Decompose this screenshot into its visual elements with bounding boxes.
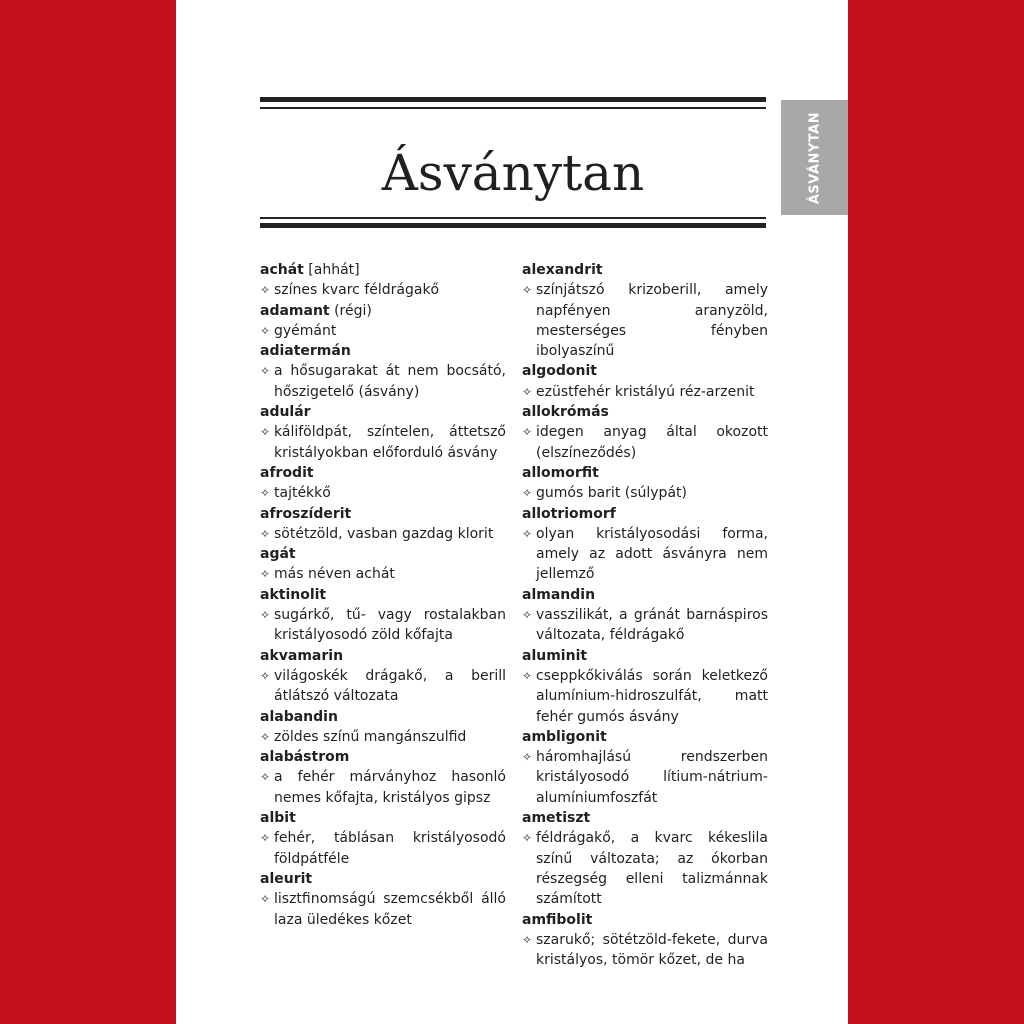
diamond-bullet-icon: ✧ <box>260 668 271 683</box>
definition <box>260 321 506 341</box>
headword: algodonit <box>522 363 597 380</box>
dictionary-entry <box>260 463 506 504</box>
bottom-rule-thin <box>260 217 766 219</box>
dictionary-entry <box>522 402 768 463</box>
headword: allokrómás <box>522 404 609 421</box>
entry-head <box>260 341 506 361</box>
section-thumb-tab[interactable] <box>781 100 848 215</box>
definition <box>522 422 768 463</box>
diamond-bullet-icon: ✧ <box>260 729 271 744</box>
dictionary-entry <box>260 585 506 646</box>
definition <box>522 930 768 971</box>
definition-text: a fehér márványhoz hasonló nemes kőfajta, kristályos gipsz <box>274 769 506 806</box>
diamond-bullet-icon: ✧ <box>260 608 271 623</box>
headword: afrodit <box>260 464 314 481</box>
dictionary-entry <box>260 260 506 301</box>
headword: ambligonit <box>522 728 607 745</box>
headword: achát <box>260 262 304 278</box>
diamond-bullet-icon: ✧ <box>260 486 271 501</box>
definition-text: szarukő; sötétzöld-fekete, durva kristályos, tömör kőzet, de ha <box>536 931 768 969</box>
definition-text: gyémánt <box>274 322 337 339</box>
top-rule-thin <box>260 107 766 109</box>
definition-text: vasszilikát, a gránát barnáspiros változata, féldrágakő <box>536 607 768 644</box>
dictionary-entry <box>522 808 768 909</box>
entry-head <box>522 808 768 828</box>
entry-head <box>260 504 506 524</box>
entry-head <box>260 544 506 564</box>
definition <box>260 727 506 747</box>
definition <box>260 280 506 300</box>
definition <box>260 422 506 463</box>
definition-text: olyan kristályosodási forma, amely az adott ásványra nem jellemző <box>536 525 768 583</box>
definition-text: cseppkőkiválás során keletkező alumínium-hidroszulfát, matt fehér gumós ásvány <box>536 667 768 725</box>
definition-text: világoskék drágakő, a berill átlátszó változata <box>274 667 506 705</box>
entry-head <box>260 585 506 605</box>
entry-head <box>522 585 768 605</box>
definition-text: lisztfinomságú szemcsékből álló laza üledékes kőzet <box>274 891 506 928</box>
right-column <box>522 260 768 970</box>
entry-head <box>260 808 506 828</box>
diamond-bullet-icon: ✧ <box>260 425 271 440</box>
definition-text: káliföldpát, színtelen, áttetsző kristályokban előforduló ásvány <box>274 424 506 461</box>
diamond-bullet-icon: ✧ <box>522 283 533 298</box>
definition <box>522 524 768 585</box>
entry-head <box>260 707 506 727</box>
definition <box>260 564 506 584</box>
definition-text: színes kvarc féldrágakő <box>274 282 440 299</box>
definition-text: színjátszó krizoberill, amely napfényen aranyzöld, mesterséges fényben ibolyaszínű <box>536 282 768 360</box>
definition <box>522 747 768 808</box>
definition <box>260 767 506 808</box>
diamond-bullet-icon: ✧ <box>522 750 533 765</box>
entry-head <box>522 361 768 381</box>
dictionary-entry <box>260 646 506 707</box>
headword: agát <box>260 546 296 563</box>
dictionary-entry <box>260 808 506 869</box>
headword: almandin <box>522 586 596 603</box>
diamond-bullet-icon: ✧ <box>260 831 271 846</box>
headword: amfibolit <box>522 911 593 928</box>
dictionary-entry <box>522 727 768 808</box>
left-column <box>260 260 506 930</box>
dictionary-page <box>176 0 848 1024</box>
entry-head <box>260 869 506 889</box>
diamond-bullet-icon: ✧ <box>522 425 533 440</box>
dictionary-entry <box>522 260 768 361</box>
dictionary-entry <box>522 585 768 646</box>
diamond-bullet-icon: ✧ <box>522 486 533 501</box>
headword: allotriomorf <box>522 505 616 522</box>
entry-head <box>522 646 768 666</box>
diamond-bullet-icon: ✧ <box>260 323 271 338</box>
headword: alabandin <box>260 708 338 725</box>
diamond-bullet-icon: ✧ <box>260 892 271 907</box>
definition <box>260 524 506 544</box>
entry-head <box>260 260 506 280</box>
diamond-bullet-icon: ✧ <box>260 567 271 582</box>
dictionary-entry <box>260 341 506 402</box>
definition-text: zöldes színű mangánszulfid <box>274 728 467 745</box>
definition-text: sugárkő, tű- vagy rostalakban kristályosodó zöld kőfajta <box>274 607 506 644</box>
headword-note: (régi) <box>329 302 372 319</box>
diamond-bullet-icon: ✧ <box>522 932 533 947</box>
headword: allomorfit <box>522 464 599 481</box>
entry-head <box>522 260 768 280</box>
diamond-bullet-icon: ✧ <box>522 384 533 399</box>
diamond-bullet-icon: ✧ <box>260 526 271 541</box>
definition <box>260 605 506 646</box>
definition-text: sötétzöld, vasban gazdag klorit <box>274 525 494 542</box>
bottom-rule-thick <box>260 223 766 228</box>
diamond-bullet-icon: ✧ <box>260 770 271 785</box>
headword: ametiszt <box>522 810 591 827</box>
headword: akvamarin <box>260 647 344 664</box>
definition-text: gumós barit (súlypát) <box>536 485 687 502</box>
definition-text: a hősugarakat át nem bocsátó, hőszigetelő (ásvány) <box>274 363 506 400</box>
entry-head <box>522 727 768 747</box>
definition <box>522 666 768 727</box>
definition <box>522 483 768 503</box>
diamond-bullet-icon: ✧ <box>260 283 271 298</box>
headword: aluminit <box>522 647 588 664</box>
definition <box>260 483 506 503</box>
headword-note: [ahhát] <box>303 262 360 278</box>
definition <box>522 382 768 402</box>
diamond-bullet-icon: ✧ <box>260 364 271 379</box>
definition <box>260 889 506 930</box>
dictionary-entry <box>260 402 506 463</box>
dictionary-entry <box>522 910 768 971</box>
dictionary-entry <box>260 747 506 808</box>
headword: afroszíderit <box>260 505 352 522</box>
dictionary-entry <box>522 504 768 585</box>
definition-text: más néven achát <box>274 566 395 583</box>
definition <box>522 828 768 909</box>
dictionary-entry <box>260 869 506 930</box>
section-tab-label: ÁSVÁNYTAN <box>807 111 822 204</box>
dictionary-entry <box>522 361 768 402</box>
headword: adamant <box>260 302 330 319</box>
dictionary-entry <box>260 544 506 585</box>
definition <box>260 361 506 402</box>
entry-head <box>260 402 506 422</box>
top-rule-thick <box>260 97 766 102</box>
entry-head <box>260 646 506 666</box>
diamond-bullet-icon: ✧ <box>522 668 533 683</box>
definition-text: fehér, táblásan kristályosodó földpátféle <box>274 830 506 867</box>
headword: adiatermán <box>260 343 351 360</box>
headword: adulár <box>260 404 311 421</box>
dictionary-entry <box>522 463 768 504</box>
entry-head <box>260 463 506 483</box>
headword: alexandrit <box>522 262 603 278</box>
diamond-bullet-icon: ✧ <box>522 608 533 623</box>
definition <box>260 828 506 869</box>
entry-head <box>522 910 768 930</box>
headword: aleurit <box>260 870 313 887</box>
definition <box>522 605 768 646</box>
definition <box>522 280 768 361</box>
dictionary-entry <box>260 504 506 545</box>
headword: alabástrom <box>260 749 350 766</box>
entry-head <box>260 747 506 767</box>
headword: albit <box>260 810 296 827</box>
entry-head <box>522 463 768 483</box>
dictionary-entry <box>260 707 506 748</box>
diamond-bullet-icon: ✧ <box>522 526 533 541</box>
page-title: Ásványtan <box>381 144 645 202</box>
dictionary-entry <box>260 301 506 342</box>
definition-text: tajtékkő <box>274 485 331 502</box>
definition-text: féldrágakő, a kvarc kékeslila színű változata; az ókorban részegség elleni talizmánnak számított <box>536 830 768 908</box>
entry-head <box>260 301 506 321</box>
diamond-bullet-icon: ✧ <box>522 831 533 846</box>
entry-head <box>522 504 768 524</box>
definition <box>260 666 506 707</box>
definition-text: ezüstfehér kristályú réz-arzenit <box>536 383 755 400</box>
dictionary-entry <box>522 646 768 727</box>
definition-text: idegen anyag által okozott (elszíneződés) <box>536 424 768 461</box>
headword: aktinolit <box>260 586 327 603</box>
entry-head <box>522 402 768 422</box>
definition-text: háromhajlású rendszerben kristályosodó lítium-nátrium-alumíniumfoszfát <box>536 749 768 806</box>
